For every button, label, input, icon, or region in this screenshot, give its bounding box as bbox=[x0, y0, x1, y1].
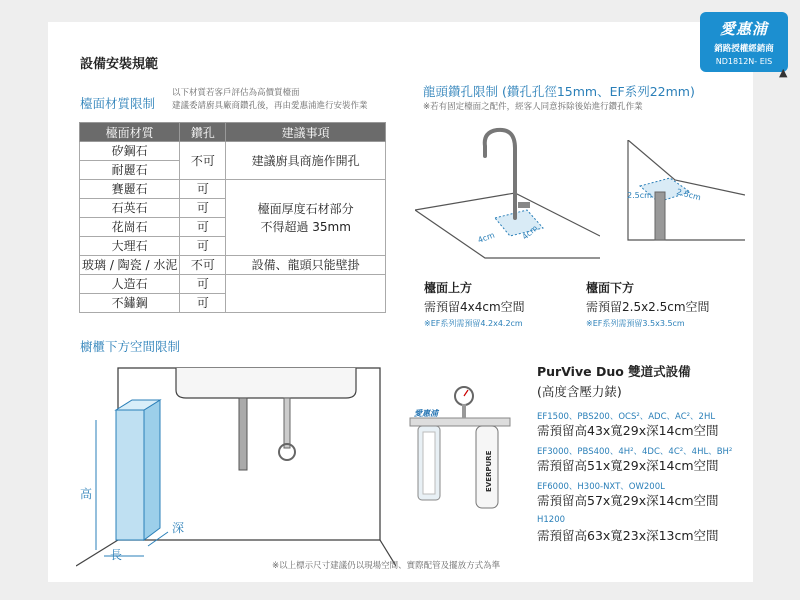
brand-text: EVERPURE bbox=[485, 450, 493, 492]
model-list-3: EF6000、H300-NXT、OW200L bbox=[537, 482, 665, 492]
badge-code: ND1812N- EIS bbox=[715, 57, 773, 66]
drill-cell: 可 bbox=[180, 180, 226, 199]
drill-cell: 不可 bbox=[180, 256, 226, 275]
housing-inner bbox=[423, 432, 435, 494]
material-cell: 賽麗石 bbox=[80, 180, 180, 199]
cabinet-heading: 櫥櫃下方空間限制 bbox=[80, 339, 181, 354]
countertop-note2: 建議委請廚具廠商鑽孔後，再由愛惠浦進行安裝作業 bbox=[172, 101, 368, 111]
dim-label-2-5cm: 2.5cm bbox=[675, 187, 702, 203]
faucet-note: ※若有固定檯面之配件，經客人同意拆除後始進行鑽孔作業 bbox=[423, 102, 643, 112]
space-spec-4: 需預留高63x寬23x深13cm空間 bbox=[537, 528, 719, 543]
advice-line: 檯面厚度石材部分 bbox=[257, 201, 354, 216]
space-spec-2: 需預留高51x寬29x深14cm空間 bbox=[537, 458, 719, 473]
top-spec: 需預留4x4cm空間 bbox=[424, 300, 525, 314]
material-cell: 矽鋼石 bbox=[80, 142, 180, 161]
device-subtitle: (高度含壓力錶) bbox=[537, 384, 622, 399]
table-row bbox=[80, 275, 386, 294]
label-depth: 深 bbox=[172, 521, 185, 535]
sink-icon bbox=[176, 368, 356, 398]
drill-cell: 可 bbox=[180, 199, 226, 218]
top-title: 檯面上方 bbox=[424, 281, 473, 295]
material-cell: 耐麗石 bbox=[80, 161, 180, 180]
drill-cell: 可 bbox=[180, 275, 226, 294]
faucet-heading: 龍頭鑽孔限制 (鑽孔孔徑15mm、EF系列22mm) bbox=[423, 84, 695, 99]
drill-cell: 可 bbox=[180, 294, 226, 313]
page-title: 設備安裝規範 bbox=[80, 57, 159, 72]
drill-cell: 可 bbox=[180, 218, 226, 237]
cabinet-diagram bbox=[76, 360, 396, 570]
badge-line2: 銷路授權經銷商 bbox=[714, 44, 774, 54]
advice-cell: 設備、龍頭只能壁掛 bbox=[226, 256, 386, 275]
table-header: 鑽孔 bbox=[180, 123, 226, 142]
table-header: 建議事項 bbox=[226, 123, 386, 142]
badge-brand: 愛惠浦 bbox=[719, 20, 768, 38]
space-spec-3: 需預留高57x寬29x深14cm空間 bbox=[537, 493, 719, 508]
bottom-spec: 需預留2.5x2.5cm空間 bbox=[586, 300, 710, 314]
model-list-2: EF3000、PBS400、4H²、4DC、4C²、4HL、BH² bbox=[537, 447, 733, 457]
dealer-badge bbox=[700, 12, 788, 72]
top-ef-note: ※EF系列需預留4.2x4.2cm bbox=[424, 319, 523, 328]
advice-cell bbox=[226, 180, 386, 256]
material-cell: 人造石 bbox=[80, 275, 180, 294]
space-spec-1: 需預留高43x寬29x深14cm空間 bbox=[537, 423, 719, 438]
table-header-row bbox=[80, 123, 386, 142]
material-cell: 不鏽鋼 bbox=[80, 294, 180, 313]
table-row bbox=[80, 256, 386, 275]
material-cell: 玻璃 / 陶瓷 / 水泥 bbox=[80, 256, 180, 275]
drill-cell: 不可 bbox=[180, 142, 226, 180]
advice-line: 不得超過 35mm bbox=[260, 219, 351, 234]
table-row bbox=[80, 142, 386, 161]
cursor-icon: ▲ bbox=[779, 66, 788, 79]
faucet-bottom-diagram bbox=[600, 140, 745, 268]
model-list-1: EF1500、PBS200、OCS²、ADC、AC²、2HL bbox=[537, 412, 716, 422]
material-cell: 大理石 bbox=[80, 237, 180, 256]
material-table bbox=[79, 122, 386, 313]
footer-note: ※以上標示尺寸建議仍以現場空間、實際配管及擺放方式為準 bbox=[272, 561, 501, 571]
faucet-top-diagram bbox=[415, 118, 600, 268]
pipe-icon bbox=[284, 398, 290, 448]
label-length: 長 bbox=[110, 548, 123, 562]
faucet-icon bbox=[485, 130, 515, 218]
table-row bbox=[80, 180, 386, 199]
bottom-title: 檯面下方 bbox=[586, 281, 635, 295]
gauge-stem bbox=[462, 404, 466, 418]
countertop-heading: 檯面材質限制 bbox=[80, 96, 156, 111]
material-cell: 石英石 bbox=[80, 199, 180, 218]
device-image bbox=[404, 382, 516, 510]
advice-cell bbox=[226, 275, 386, 313]
model-list-4: H1200 bbox=[537, 515, 566, 525]
drill-cell: 可 bbox=[180, 237, 226, 256]
drain-pipe-icon bbox=[239, 398, 247, 470]
pipe-icon bbox=[655, 192, 665, 240]
device-title: PurVive Duo 雙道式設備 bbox=[537, 364, 691, 379]
equipment-space-side bbox=[144, 400, 160, 540]
dim-label-2-5cm: 2.5cm bbox=[627, 191, 652, 200]
material-cell: 花崗石 bbox=[80, 218, 180, 237]
advice-cell: 建議廚具商施作開孔 bbox=[226, 142, 386, 180]
device-logo: 愛惠浦 bbox=[414, 409, 438, 418]
countertop-note1: 以下材質若客戶評估為高價質檯面 bbox=[172, 88, 300, 98]
label-height: 高 bbox=[80, 487, 93, 501]
equipment-space-front bbox=[116, 410, 144, 540]
bracket-icon bbox=[410, 418, 510, 426]
bottom-ef-note: ※EF系列需預留3.5x3.5cm bbox=[586, 319, 685, 328]
faucet-handle-icon bbox=[518, 202, 530, 208]
dim-label-4cm: 4cm bbox=[476, 230, 496, 245]
dim-label-4cm: 4cm bbox=[520, 223, 540, 242]
table-header: 檯面材質 bbox=[80, 123, 180, 142]
